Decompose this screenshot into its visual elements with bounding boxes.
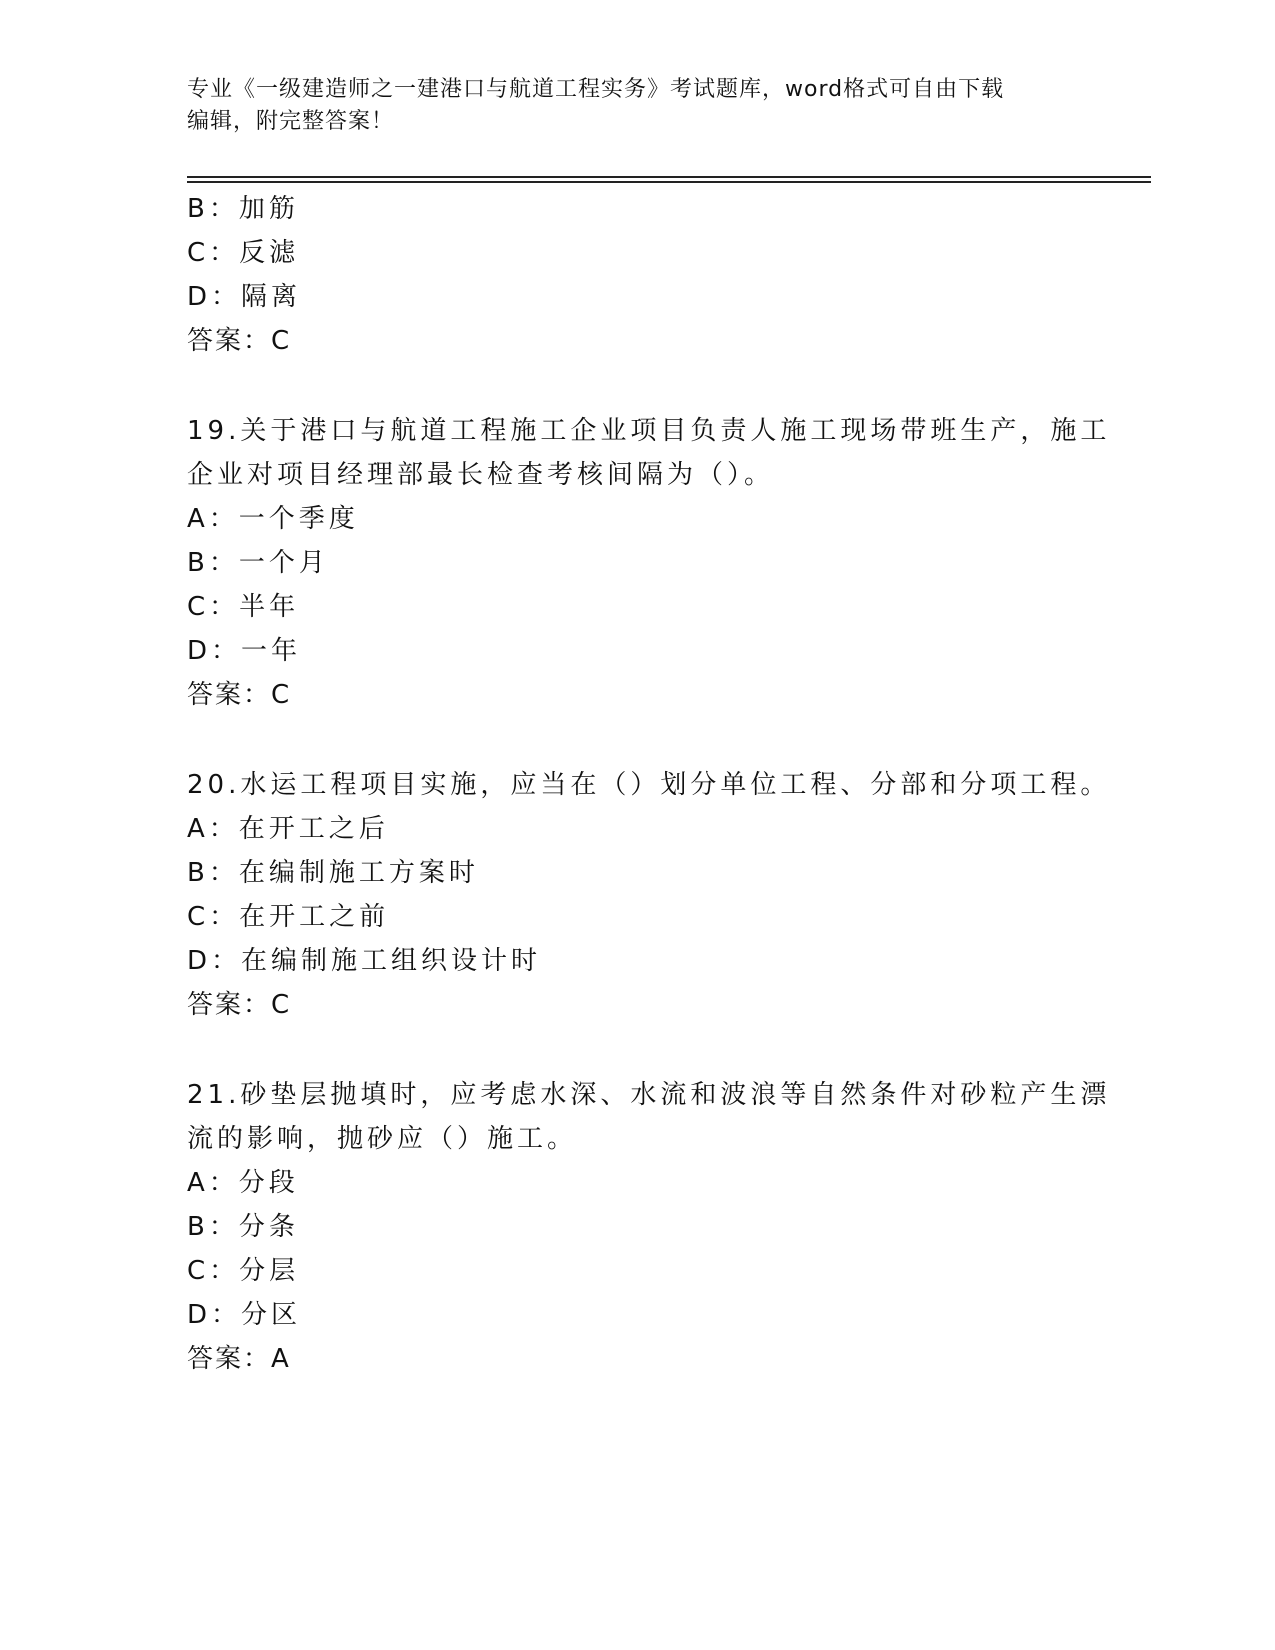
q21-stem-line-1: 21.砂垫层抛填时，应考虑水深、水流和波浪等自然条件对砂粒产生漂 xyxy=(187,1080,1111,1110)
q19-option-b: B：一个月 xyxy=(187,548,329,578)
q21-option-c: C：分层 xyxy=(187,1256,300,1286)
q21-option-a: A：分段 xyxy=(187,1168,299,1198)
q18-option-c: C：反滤 xyxy=(187,238,300,268)
document-header xyxy=(187,74,1067,138)
q19-answer: 答案：C xyxy=(187,680,292,710)
q18-answer: 答案：C xyxy=(187,326,292,356)
q18-option-b: B：加筋 xyxy=(187,194,299,224)
q20-option-d: D：在编制施工组织设计时 xyxy=(187,946,542,976)
q19-option-c: C：半年 xyxy=(187,592,300,622)
q21-option-b: B：分条 xyxy=(187,1212,299,1242)
header-line-1: 专业《一级建造师之一建港口与航道工程实务》考试题库，word格式可自由下载 xyxy=(187,77,1005,102)
header-line-2: 编辑，附完整答案！ xyxy=(187,109,395,134)
header-divider-bottom xyxy=(187,181,1151,183)
q21-option-d: D：分区 xyxy=(187,1300,302,1330)
q19-stem-line-1: 19.关于港口与航道工程施工企业项目负责人施工现场带班生产，施工 xyxy=(187,416,1111,446)
q20-stem-line-1: 20.水运工程项目实施，应当在（）划分单位工程、分部和分项工程。 xyxy=(187,770,1111,800)
q21-answer: 答案：A xyxy=(187,1344,291,1374)
q19-option-a: A：一个季度 xyxy=(187,504,359,534)
q20-option-a: A：在开工之后 xyxy=(187,814,389,844)
q18-option-d: D：隔离 xyxy=(187,282,302,312)
q20-answer: 答案：C xyxy=(187,990,292,1020)
header-divider-top xyxy=(187,176,1151,178)
q19-stem-line-2: 企业对项目经理部最长检查考核间隔为（）。 xyxy=(187,460,775,490)
q20-option-c: C：在开工之前 xyxy=(187,902,390,932)
q19-option-d: D：一年 xyxy=(187,636,302,666)
q21-stem-line-2: 流的影响，抛砂应（）施工。 xyxy=(187,1124,578,1154)
q20-option-b: B：在编制施工方案时 xyxy=(187,858,479,888)
